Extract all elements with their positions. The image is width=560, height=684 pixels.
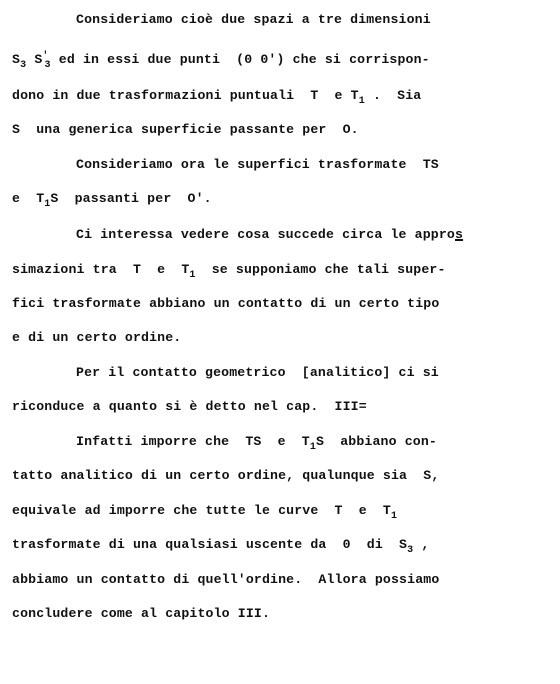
text-line	[12, 329, 181, 349]
text-line	[12, 121, 359, 141]
text-run: trasformate di una qualsiasi uscente da 0 di S	[12, 537, 408, 552]
text-run: ed in essi due punti (0 0') che si corrispon-	[50, 52, 430, 67]
text-run: fici trasformate abbiano un contatto di un certo tipo	[12, 296, 440, 311]
text-line	[76, 364, 439, 384]
text-line	[12, 605, 270, 625]
text-line	[12, 467, 439, 487]
text-run: S una generica superficie passante per O.	[12, 122, 359, 137]
text-run: se supponiamo che tali super-	[195, 262, 446, 277]
text-run: Per il contatto geometrico [analitico] ci si	[76, 365, 439, 380]
text-run: . Sia	[364, 88, 422, 103]
text-run: S passanti per O'.	[50, 191, 212, 206]
subscript: 1	[358, 96, 365, 107]
text-run: s	[455, 227, 464, 242]
subscript: 1	[189, 270, 196, 281]
text-line	[76, 11, 431, 31]
text-line	[12, 190, 212, 210]
text-run: S abbiano con-	[316, 434, 437, 449]
text-run: e di un certo ordine.	[12, 330, 182, 345]
text-line	[12, 502, 397, 522]
subscript: 3	[20, 60, 27, 71]
text-run: concludere come al capitolo III.	[12, 606, 271, 621]
text-run: Consideriamo cioè due spazi a tre dimensioni	[76, 12, 431, 27]
text-run: Ci interessa vedere cosa succede circa le appro	[76, 227, 455, 242]
subscript: 1	[309, 442, 317, 453]
text-run: simazioni tra T e T	[12, 262, 190, 277]
text-run: Infatti imporre che TS e T	[76, 434, 310, 449]
text-run: abbiamo un contatto di quell'ordine. Allora possiamo	[12, 572, 440, 587]
text-run: Consideriamo ora le superfici trasformate TS	[76, 157, 439, 172]
subscript: 1	[44, 199, 51, 210]
text-run: e T	[12, 191, 45, 206]
text-line	[12, 398, 367, 418]
subscript: 3	[407, 545, 414, 556]
superscript: '	[42, 51, 49, 62]
text-line	[12, 87, 421, 107]
subscript: 3	[44, 60, 51, 71]
text-run: tatto analitico di un certo ordine, qualunque sia S,	[12, 468, 440, 483]
text-line	[12, 571, 439, 591]
text-line	[76, 433, 437, 453]
text-line	[76, 156, 439, 176]
text-run: S	[12, 52, 21, 67]
text-line	[76, 226, 463, 246]
text-run: S	[34, 52, 43, 67]
subscript: 1	[391, 511, 398, 522]
text-line	[12, 536, 429, 556]
text-run: riconduce a quanto si è detto nel cap. III=	[12, 399, 367, 414]
text-line	[12, 51, 430, 71]
text-line	[12, 295, 439, 315]
text-run: equivale ad imporre che tutte le curve T e T	[12, 503, 391, 518]
text-run: dono in due trasformazioni puntuali T e T	[12, 88, 359, 103]
text-line	[12, 261, 446, 281]
text-run: ,	[413, 537, 430, 552]
